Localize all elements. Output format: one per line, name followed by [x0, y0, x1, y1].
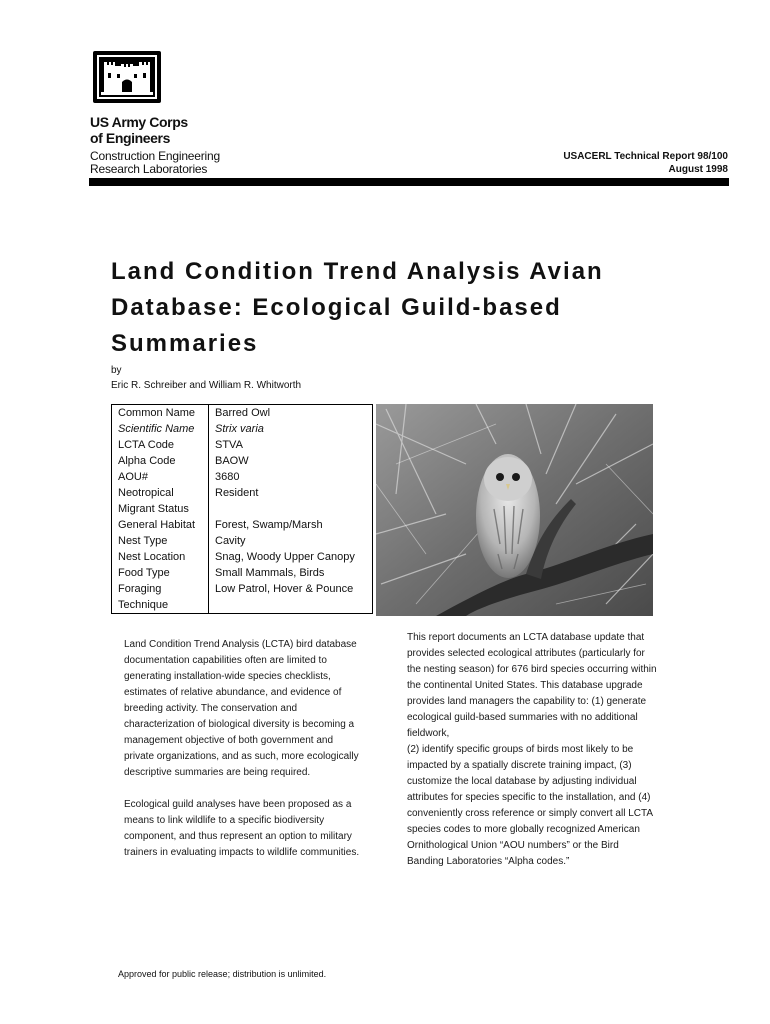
table-cell-value: Forest, Swamp/Marsh — [215, 519, 323, 531]
table-row — [112, 421, 373, 437]
laboratory-name — [90, 150, 220, 176]
table-cell-value: Low Patrol, Hover & Pounce — [215, 583, 354, 595]
organization-name — [90, 114, 188, 146]
table-cell-label: Food Type — [112, 565, 209, 581]
table-row — [112, 437, 373, 453]
report-info — [563, 150, 728, 176]
paragraph: (2) identify specific groups of birds most likely to be impacted by a spatially discrete training impact, (3) customize the local database by adjusting individual attributes for species specific to the installation, and (4) conveniently cross reference or simply convert all LCTA species codes to more globally recognized American Ornithological Union “AOU numbers” or the Bird Banding Laboratories “Alpha codes.” — [407, 744, 653, 867]
table-cell-value: STVA — [215, 439, 243, 451]
table-cell-value: Strix varia — [215, 423, 264, 435]
report-date: August 1998 — [668, 164, 728, 175]
report-number: USACERL Technical Report 98/100 — [563, 151, 728, 162]
table-row — [112, 485, 373, 517]
table-cell-value: 3680 — [215, 471, 240, 483]
table-cell-label: Scientific Name — [112, 421, 209, 437]
body-column-right — [407, 630, 657, 870]
table-row — [112, 517, 373, 533]
table-cell-value: Small Mammals, Birds — [215, 567, 325, 579]
lab-line-2: Research Laboratories — [90, 162, 208, 176]
table-row — [112, 565, 373, 581]
table-row — [112, 405, 373, 422]
body-column-left — [124, 637, 364, 877]
table-cell-value: Barred Owl — [215, 407, 271, 419]
paragraph: This report documents an LCTA database update that provides selected ecological attributes (particularly for the nesting season) for 676 bird species occurring within the continental United States. This database upgrade provides land managers the capability to: (1) generate ecological guild-based summaries with no additional fieldwork, — [407, 632, 657, 739]
barred-owl-photo — [376, 404, 653, 616]
table-cell-value: Snag, Woody Upper Canopy — [215, 551, 355, 563]
species-info-table — [111, 404, 373, 614]
table-row — [112, 549, 373, 565]
report-title — [111, 254, 671, 362]
castle-logo-icon — [93, 51, 161, 103]
table-row — [112, 581, 373, 614]
org-line-1: US Army Corps — [90, 114, 188, 130]
table-cell-label: Neotropical Migrant Status — [112, 485, 209, 517]
table-cell-value: Resident — [215, 487, 259, 499]
org-line-2: of Engineers — [90, 130, 170, 146]
authors: Eric R. Schreiber and William R. Whitworth — [111, 380, 302, 391]
title-line-1: Land Condition Trend Analysis Avian — [111, 258, 604, 285]
table-cell-label: Common Name — [112, 405, 209, 422]
byline — [111, 363, 301, 393]
table-cell-value: BAOW — [215, 455, 249, 467]
lab-line-1: Construction Engineering — [90, 149, 220, 163]
table-row — [112, 453, 373, 469]
table-cell-label: Nest Type — [112, 533, 209, 549]
table-row — [112, 533, 373, 549]
table-cell-label: AOU# — [112, 469, 209, 485]
title-line-2: Database: Ecological Guild-based — [111, 294, 562, 321]
table-cell-label: Foraging Technique — [112, 581, 209, 614]
table-cell-label: LCTA Code — [112, 437, 209, 453]
header-rule — [89, 178, 729, 186]
title-line-3: Summaries — [111, 330, 259, 357]
table-cell-label: General Habitat — [112, 517, 209, 533]
paragraph: Land Condition Trend Analysis (LCTA) bird database documentation capabilities often are limited to generating installation-wide species checklists, estimates of relative abundance, and evidence of breeding activity. The conservation and characterization of biological diversity is becoming a management objective of both government and private organizations, and as such, more ecologically descriptive summaries are being required. — [124, 639, 359, 778]
table-row — [112, 469, 373, 485]
table-cell-label: Alpha Code — [112, 453, 209, 469]
distribution-statement: Approved for public release; distribution is unlimited. — [118, 969, 327, 979]
table-cell-label: Nest Location — [112, 549, 209, 565]
by-label: by — [111, 365, 122, 376]
paragraph: Ecological guild analyses have been proposed as a means to link wildlife to a specific biodiversity component, and thus represent an option to military trainers in evaluating impacts to wildlife communities. — [124, 799, 360, 858]
table-cell-value: Cavity — [215, 535, 246, 547]
